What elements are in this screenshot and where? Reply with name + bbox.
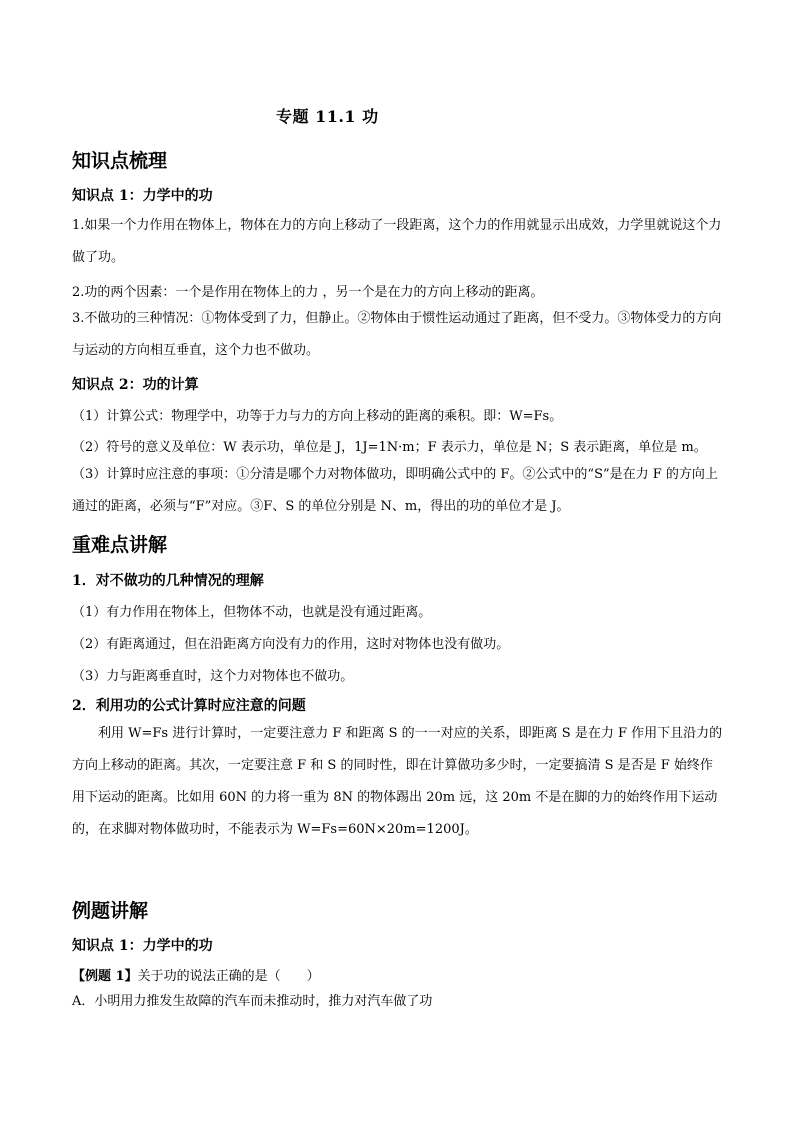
example-1-question [72,965,732,984]
kp2-heading: 知识点 2：功的计算 [72,377,199,393]
kd2-paragraph-1: 利用 W=Fs 进行计算时，一定要注意力 F 和距离 S 的一一对应的关系，即距离 S 是在力 F 作用下且沿力的方向上移动的距离。其次，一定要注意 F 和 S 的同时性，即在计算做功多少时，一定要搞清 S 是否是 F 始终作用下运动的距离。比如用 60N 的力将一重为 8N 的物体踢出 20m 远，这 20m 不是在脚的力的始终作用下运动的，在求脚对物体做功时，不能表示为 W=Fs=60N×20m=1200J。 [72,726,723,837]
kp1-paragraph-1: 1.如果一个力作用在物体上，物体在力的方向上移动了一段距离，这个力的作用就显示出成效，力学里就说这个力做了功。 [72,218,722,265]
example-1-label: 【例题 1】 [72,969,138,984]
kd2-heading: 2．利用功的公式计算时应注意的问题 [72,698,306,714]
example-kp1-heading: 知识点 1：力学中的功 [72,938,213,954]
kp2-paragraph-3: （3）计算时应注意的事项：①分清是哪个力对物体做功，即明确公式中的 F。②公式中的“S”是在力 F 的方向上通过的距离，必须与“F”对应。③F、S 的单位分别是 N、m，得出的功的单位才是 J。 [72,467,718,514]
kp2-paragraph-2: （2）符号的意义及单位：W 表示功，单位是 J，1J=1N·m；F 表示力，单位是 N；S 表示距离，单位是 m。 [72,440,707,455]
kd1-paragraph-3: （3）力与距离垂直时，这个力对物体也不做功。 [72,669,354,684]
example-1-question-text: 关于功的说法正确的是（ ） [137,969,320,984]
section-heading-key-points: 重难点讲解 [72,534,168,556]
kd1-paragraph-1: （1）有力作用在物体上，但物体不动，也就是没有通过距离。 [72,605,432,620]
page-title: 专题 11.1 功 [276,107,379,126]
kd1-heading: 1．对不做功的几种情况的理解 [72,573,264,589]
kd1-paragraph-2: （2）有距离通过，但在沿距离方向没有力的作用，这时对物体也没有做功。 [72,637,510,652]
kp1-paragraph-2: 2.功的两个因素：一个是作用在物体上的力 ，另一个是在力的方向上移动的距离。 [72,285,544,300]
section-heading-knowledge: 知识点梳理 [72,150,168,172]
section-heading-examples: 例题讲解 [72,900,149,922]
kp1-paragraph-3: 3.不做功的三种情况：①物体受到了力，但静止。②物体由于惯性运动通过了距离，但不受力。③物体受力的方向与运动的方向相互垂直，这个力也不做功。 [72,311,722,358]
kp2-paragraph-1: （1）计算公式：物理学中，功等于力与力的方向上移动的距离的乘积。即：W=Fs。 [72,409,563,424]
kp1-heading: 知识点 1：力学中的功 [72,188,213,204]
example-1-option-a: A．小明用力推发生故障的汽车而未推动时，推力对汽车做了功 [72,994,433,1009]
